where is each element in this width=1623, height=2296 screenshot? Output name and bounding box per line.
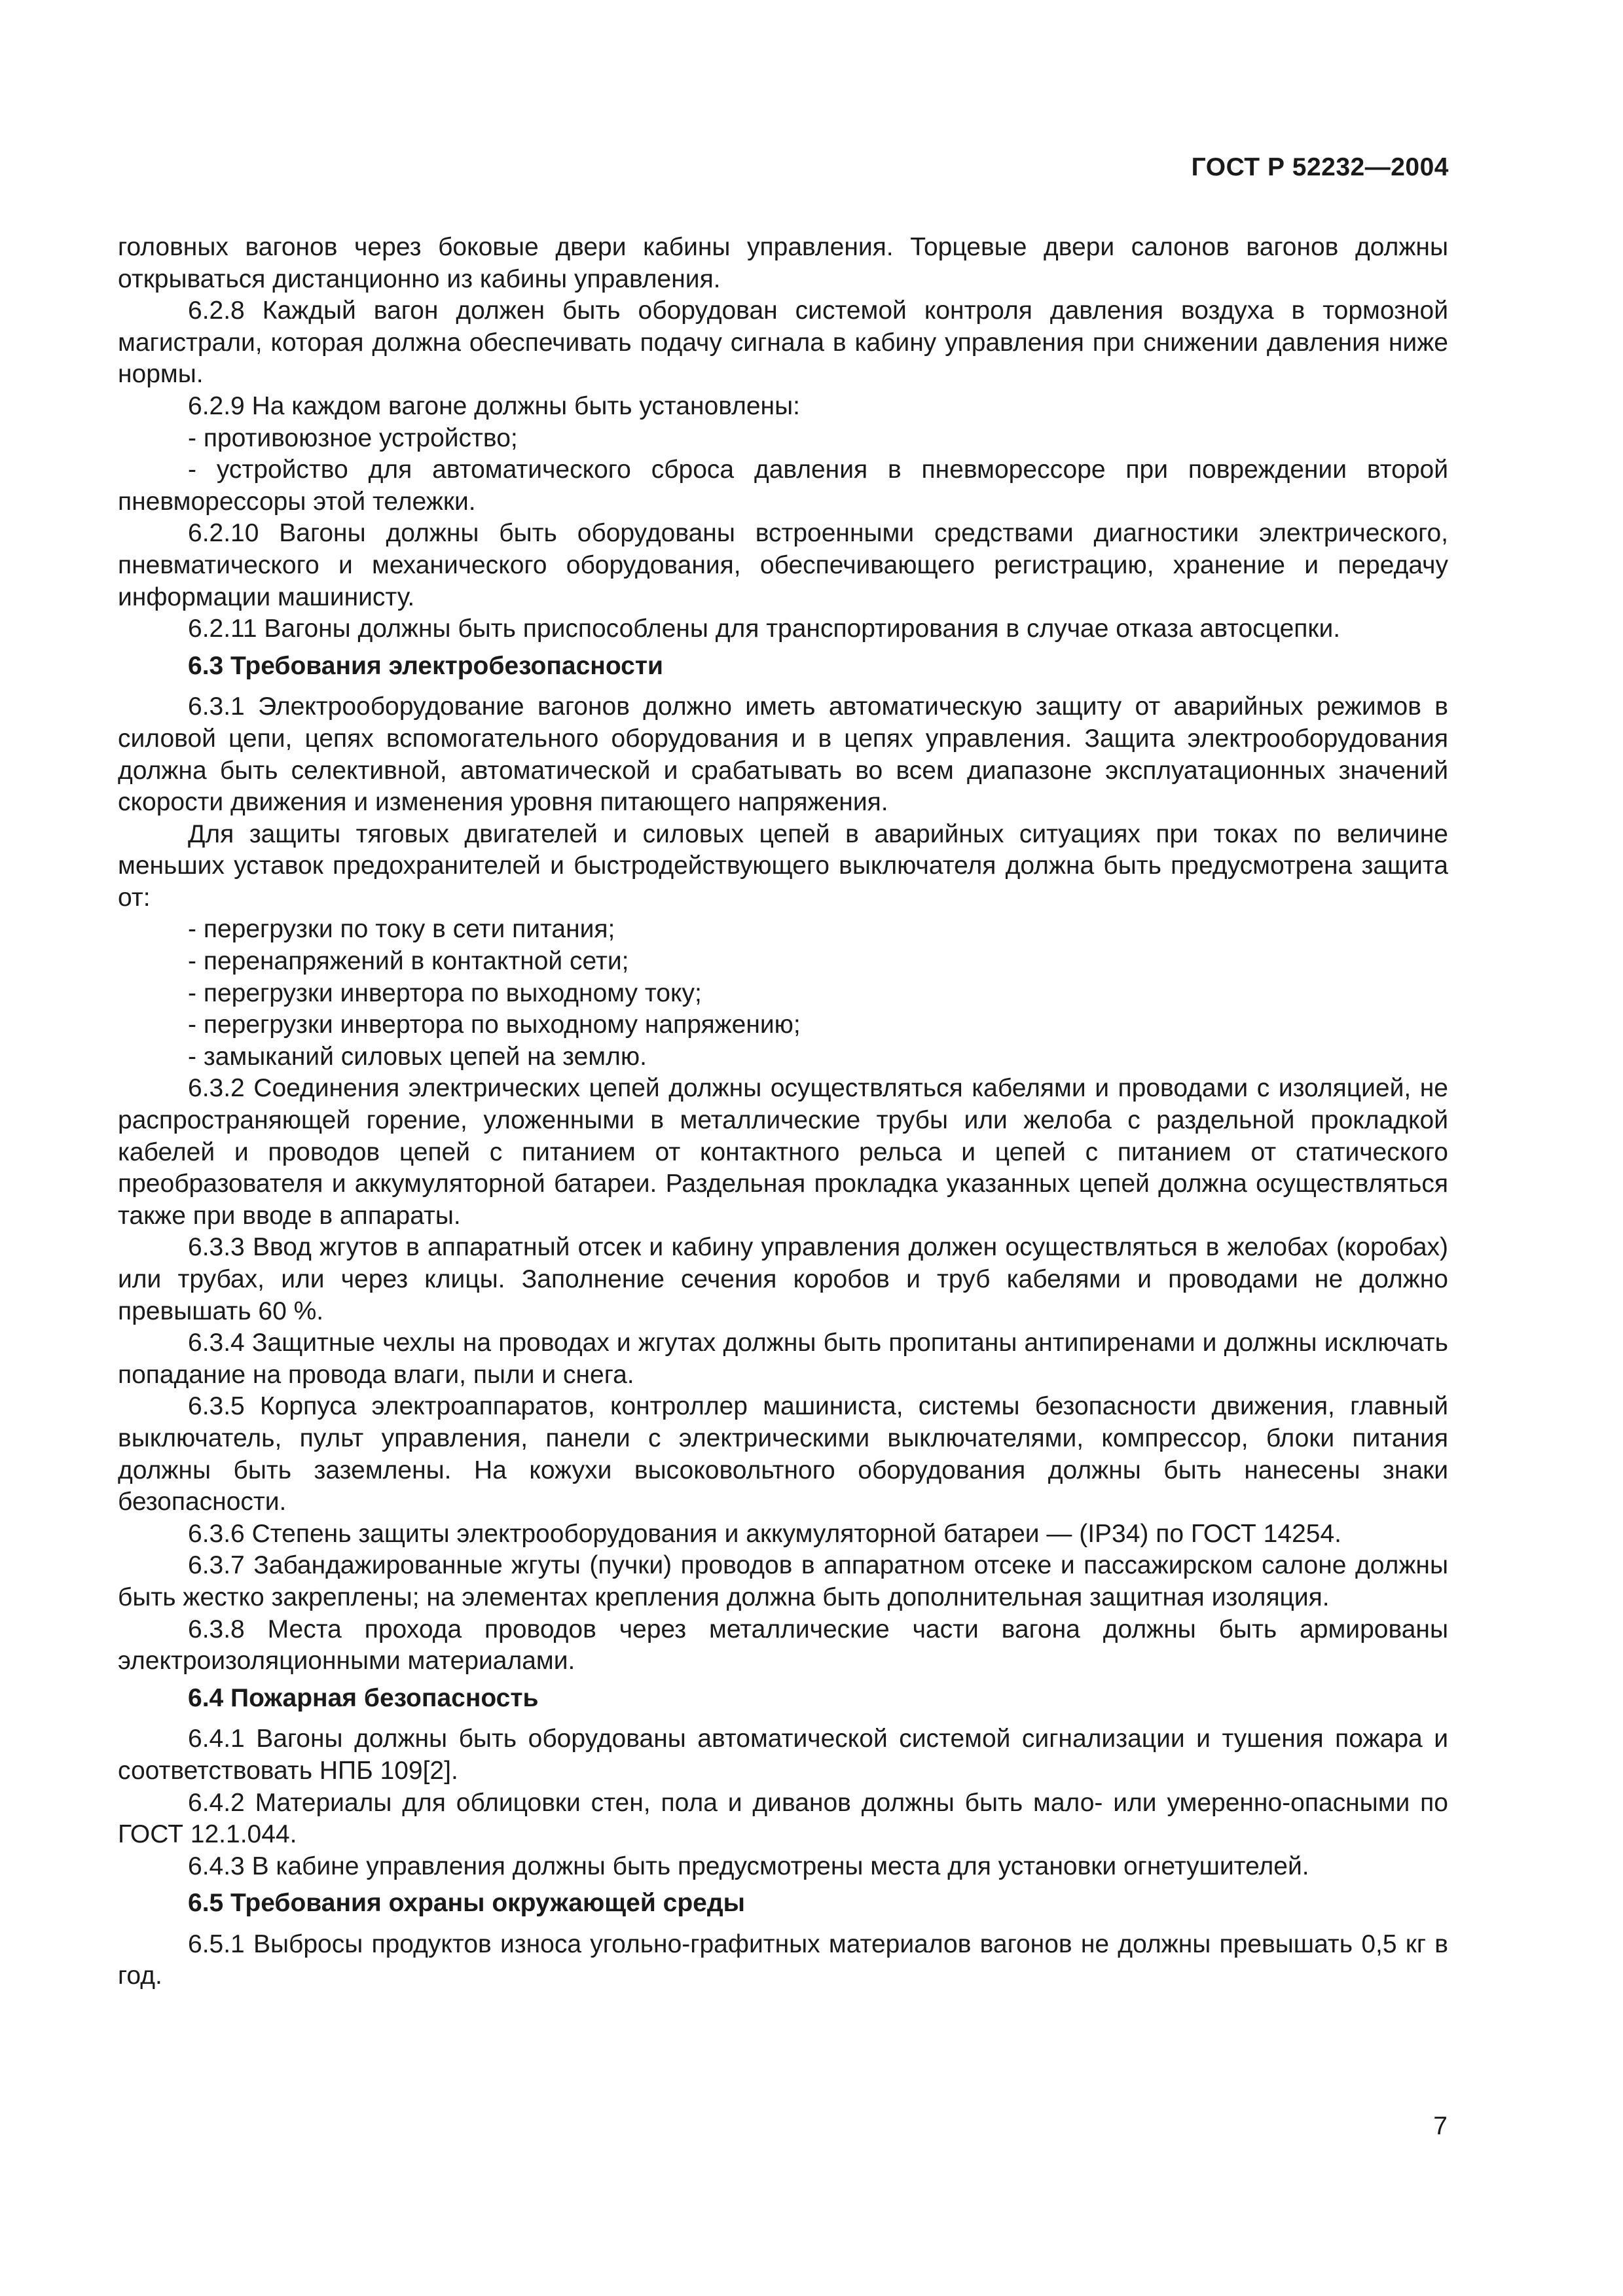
list-item: - устройство для автоматического сброса давления в пневморессоре при повреждении второй пневморессоры этой тележки. (118, 456, 1448, 516)
paragraph-6-3-2: 6.3.2 Соединения электрических цепей должны осуществляться кабелями и проводами с изоляцией, не распространяющей горение, уложенными в металлические трубы или желоба с раздельной прокладкой кабелей и проводов цепей с питанием от контактного рельса и цепей с питанием от статического преобразователя и аккумуляторной батареи. Раздельная прокладка указанных цепей должна осуществляться также при вводе в аппараты. (118, 1074, 1448, 1230)
section-heading-6-5: 6.5 Требования охраны окружающей среды (188, 1889, 745, 1918)
paragraph-6-2-11: 6.2.11 Вагоны должны быть приспособлены для транспортирования в случае отказа автосцепки. (188, 615, 1341, 643)
paragraph-6-3-4: 6.3.4 Защитные чехлы на проводах и жгутах должны быть пропитаны антипиренами и должны исключать попадание на провода влаги, пыли и снега. (118, 1329, 1448, 1389)
paragraph-6-4-1: 6.4.1 Вагоны должны быть оборудованы автоматической системой сигнализации и тушения пожара и соответствовать НПБ 109[2]. (118, 1725, 1448, 1785)
paragraph-6-2-8: 6.2.8 Каждый вагон должен быть оборудован системой контроля давления воздуха в тормозной магистрали, которая должна обеспечивать подачу сигнала в кабину управления при снижении давления ниже нормы. (118, 296, 1448, 389)
section-heading-6-3: 6.3 Требования электробезопасности (188, 651, 663, 680)
document-code-header: ГОСТ Р 52232—2004 (1191, 153, 1449, 181)
paragraph-continued: головных вагонов через боковые двери кабины управления. Торцевые двери салонов вагонов должны открываться дистанционно из кабины управления. (118, 233, 1448, 293)
paragraph-6-4-2: 6.4.2 Материалы для облицовки стен, пола и диванов должны быть мало- или умеренно-опасными по ГОСТ 12.1.044. (118, 1788, 1448, 1849)
paragraph-6-3-8: 6.3.8 Места прохода проводов через металлические части вагона должны быть армированы электроизоляционными материалами. (118, 1615, 1448, 1676)
page-number: 7 (1433, 2112, 1448, 2140)
paragraph-6-4-3: 6.4.3 В кабине управления должны быть предусмотрены места для установки огнетушителей. (188, 1852, 1309, 1880)
list-item: - перегрузки инвертора по выходному напряжению; (188, 1011, 801, 1039)
paragraph-6-3-3: 6.3.3 Ввод жгутов в аппаратный отсек и кабину управления должен осуществляться в желобах (коробах) или трубах, или через клицы. Заполнение сечения коробов и труб кабелями и проводами не должно превышать 60 %. (118, 1233, 1448, 1325)
list-item: - перегрузки инвертора по выходному току; (188, 978, 702, 1007)
list-item: - перенапряжений в контактной сети; (188, 947, 629, 976)
list-item: - замыканий силовых цепей на землю. (188, 1042, 647, 1071)
list-item: - перегрузки по току в сети питания; (188, 915, 615, 944)
paragraph-6-2-9: 6.2.9 На каждом вагоне должны быть установлены: (188, 391, 800, 420)
document-body (118, 232, 1448, 1992)
paragraph-6-3-1-protection: Для защиты тяговых двигателей и силовых цепей в аварийных ситуациях при токах по величине меньших уставок предохранителей и быстродействующего выключателя должна быть предусмотрена защита от: (118, 819, 1448, 912)
paragraph-6-3-5: 6.3.5 Корпуса электроаппаратов, контроллер машиниста, системы безопасности движения, главный выключатель, пульт управления, панели с электрическими выключателями, компрессор, блоки питания должны быть заземлены. На кожухи высоковольтного оборудования должны быть нанесены знаки безопасности. (118, 1392, 1448, 1516)
paragraph-6-5-1: 6.5.1 Выбросы продуктов износа угольно-графитных материалов вагонов не должны превышать 0,5 кг в год. (118, 1929, 1448, 1990)
paragraph-6-3-7: 6.3.7 Забандажированные жгуты (пучки) проводов в аппаратном отсеке и пассажирском салоне должны быть жестко закреплены; на элементах крепления должна быть дополнительная защитная изоляция. (118, 1551, 1448, 1611)
section-heading-6-4: 6.4 Пожарная безопасность (188, 1683, 539, 1712)
paragraph-6-3-1: 6.3.1 Электрооборудование вагонов должно иметь автоматическую защиту от аварийных режимов в силовой цепи, цепях вспомогательного оборудования и в цепях управления. Защита электрооборудования должна быть селективной, автоматической и срабатывать во всем диапазоне эксплуатационных значений скорости движения и изменения уровня питающего напряжения. (118, 692, 1448, 817)
list-item: - противоюзное устройство; (188, 423, 518, 452)
paragraph-6-3-6: 6.3.6 Степень защиты электрооборудования и аккумуляторной батареи — (IP34) по ГОСТ 14254. (188, 1519, 1341, 1548)
paragraph-6-2-10: 6.2.10 Вагоны должны быть оборудованы встроенными средствами диагностики электрического, пневматического и механического оборудования, обеспечивающего регистрацию, хранение и передачу информации машинисту. (118, 519, 1448, 611)
